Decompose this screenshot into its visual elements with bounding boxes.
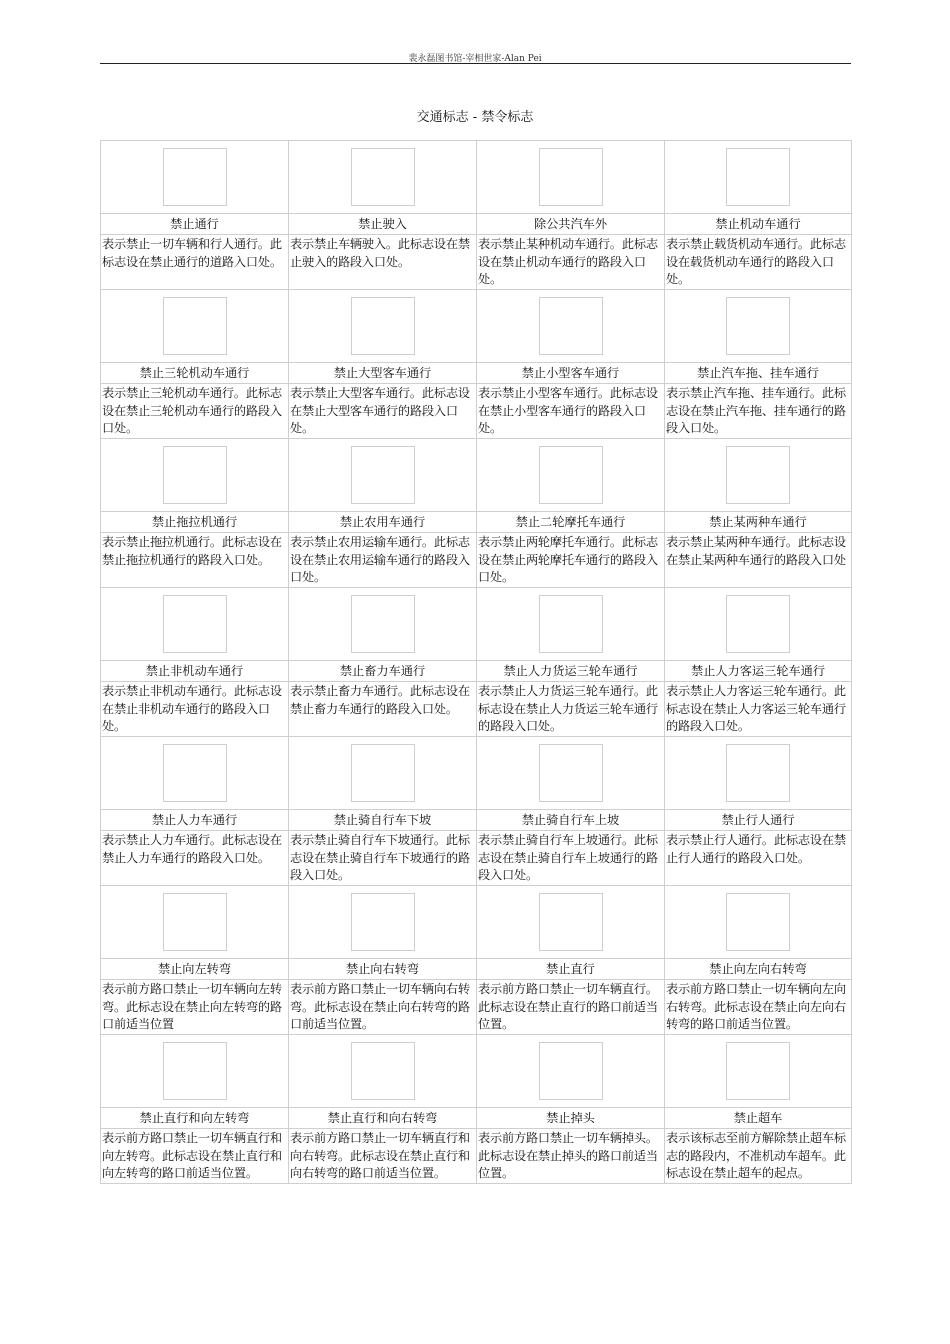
- sign-image-cell: [477, 737, 665, 810]
- sign-description: 表示禁止两轮摩托车通行。此标志设在禁止两轮摩托车通行的路段入口处。: [477, 533, 665, 588]
- sign-description: 表示禁止人力客运三轮车通行。此标志设在禁止人力客运三轮车通行的路段入口处。: [665, 682, 852, 737]
- sign-image-cell: [101, 737, 289, 810]
- sign-description: 表示禁止小型客车通行。此标志设在禁止小型客车通行的路段入口处。: [477, 384, 665, 439]
- sign-image-placeholder: [539, 297, 603, 355]
- sign-desc-row: [101, 1129, 852, 1184]
- document-title: 交通标志 - 禁令标志: [416, 110, 534, 125]
- sign-image-cell: [477, 290, 665, 363]
- sign-image-cell: [289, 886, 477, 959]
- sign-image-placeholder: [351, 297, 415, 355]
- sign-image-cell: [665, 588, 852, 661]
- sign-description: 表示禁止某两种车通行。此标志设在禁止某两种车通行的路段入口处: [665, 533, 852, 588]
- header-rule: [100, 63, 851, 64]
- sign-desc-row: [101, 384, 852, 439]
- sign-description: 表示禁止载货机动车通行。此标志设在载货机动车通行的路段入口处。: [665, 235, 852, 290]
- sign-image-cell: [289, 588, 477, 661]
- sign-name: 禁止拖拉机通行: [101, 512, 289, 533]
- sign-description: 表示禁止三轮机动车通行。此标志设在禁止三轮机动车通行的路段入口处。: [101, 384, 289, 439]
- sign-desc-row: [101, 980, 852, 1035]
- sign-image-row: [101, 439, 852, 512]
- sign-name: 禁止向右转弯: [289, 959, 477, 980]
- sign-description: 表示禁止一切车辆和行人通行。此标志设在禁止通行的道路入口处。: [101, 235, 289, 290]
- sign-image-placeholder: [726, 744, 790, 802]
- sign-name-row: [101, 363, 852, 384]
- sign-name: 禁止人力客运三轮车通行: [665, 661, 852, 682]
- sign-description: 表示禁止某种机动车通行。此标志设在禁止机动车通行的路段入口处。: [477, 235, 665, 290]
- sign-image-row: [101, 1035, 852, 1108]
- sign-name: 禁止向左转弯: [101, 959, 289, 980]
- sign-description: 表示禁止畜力车通行。此标志设在禁止畜力车通行的路段入口处。: [289, 682, 477, 737]
- sign-image-placeholder: [163, 595, 227, 653]
- signs-table-body: [101, 141, 852, 1184]
- sign-image-placeholder: [163, 297, 227, 355]
- sign-image-placeholder: [163, 148, 227, 206]
- sign-name-row: [101, 512, 852, 533]
- sign-image-cell: [289, 290, 477, 363]
- sign-image-placeholder: [726, 595, 790, 653]
- sign-description: 表示禁止非机动车通行。此标志设在禁止非机动车通行的路段入口处。: [101, 682, 289, 737]
- sign-desc-row: [101, 831, 852, 886]
- sign-image-placeholder: [351, 893, 415, 951]
- sign-image-cell: [289, 1035, 477, 1108]
- sign-description: 表示前方路口禁止一切车辆直行和向左转弯。此标志设在禁止直行和向左转弯的路口前适当位置。: [101, 1129, 289, 1184]
- sign-image-placeholder: [163, 744, 227, 802]
- sign-name: 禁止掉头: [477, 1108, 665, 1129]
- sign-image-cell: [477, 141, 665, 214]
- sign-image-cell: [477, 439, 665, 512]
- sign-image-row: [101, 588, 852, 661]
- sign-image-cell: [665, 737, 852, 810]
- sign-image-cell: [477, 886, 665, 959]
- sign-description: 表示前方路口禁止一切车辆直行和向右转弯。此标志设在禁止直行和向右转弯的路口前适当位置。: [289, 1129, 477, 1184]
- sign-description: 表示禁止车辆驶入。此标志设在禁止驶入的路段入口处。: [289, 235, 477, 290]
- sign-image-placeholder: [163, 446, 227, 504]
- sign-image-placeholder: [351, 595, 415, 653]
- sign-image-cell: [101, 886, 289, 959]
- sign-image-row: [101, 141, 852, 214]
- sign-image-placeholder: [351, 744, 415, 802]
- sign-image-cell: [665, 1035, 852, 1108]
- sign-name: 禁止直行和向右转弯: [289, 1108, 477, 1129]
- sign-image-placeholder: [163, 1042, 227, 1100]
- sign-image-placeholder: [539, 148, 603, 206]
- sign-description: 表示禁止骑自行车下坡通行。此标志设在禁止骑自行车下坡通行的路段入口处。: [289, 831, 477, 886]
- sign-image-cell: [101, 1035, 289, 1108]
- sign-name: 禁止汽车拖、挂车通行: [665, 363, 852, 384]
- sign-description: 表示禁止农用运输车通行。此标志设在禁止农用运输车通行的路段入口处。: [289, 533, 477, 588]
- sign-image-placeholder: [351, 148, 415, 206]
- sign-image-cell: [665, 886, 852, 959]
- sign-image-cell: [101, 290, 289, 363]
- sign-image-placeholder: [726, 893, 790, 951]
- sign-description: 表示禁止拖拉机通行。此标志设在禁止拖拉机通行的路段入口处。: [101, 533, 289, 588]
- sign-image-row: [101, 290, 852, 363]
- sign-name: 禁止超车: [665, 1108, 852, 1129]
- sign-name: 禁止农用车通行: [289, 512, 477, 533]
- sign-name: 禁止某两种车通行: [665, 512, 852, 533]
- sign-image-cell: [477, 588, 665, 661]
- sign-name: 禁止畜力车通行: [289, 661, 477, 682]
- sign-name-row: [101, 1108, 852, 1129]
- sign-description: 表示禁止骑自行车上坡通行。此标志设在禁止骑自行车上坡通行的路段入口处。: [477, 831, 665, 886]
- sign-name: 禁止直行: [477, 959, 665, 980]
- sign-name: 禁止直行和向左转弯: [101, 1108, 289, 1129]
- sign-description: 表示前方路口禁止一切车辆向左转弯。此标志设在禁止向左转弯的路口前适当位置: [101, 980, 289, 1035]
- sign-name: 禁止人力车通行: [101, 810, 289, 831]
- sign-description: 表示禁止大型客车通行。此标志设在禁止大型客车通行的路段入口处。: [289, 384, 477, 439]
- sign-image-cell: [101, 439, 289, 512]
- sign-name: 禁止机动车通行: [665, 214, 852, 235]
- sign-description: 表示禁止人力货运三轮车通行。此标志设在禁止人力货运三轮车通行的路段入口处。: [477, 682, 665, 737]
- sign-description: 表示禁止行人通行。此标志设在禁止行人通行的路段入口处。: [665, 831, 852, 886]
- sign-image-placeholder: [539, 595, 603, 653]
- sign-image-cell: [289, 737, 477, 810]
- sign-description: 表示禁止汽车拖、挂车通行。此标志设在禁止汽车拖、挂车通行的路段入口处。: [665, 384, 852, 439]
- sign-name: 禁止向左向右转弯: [665, 959, 852, 980]
- sign-description: 表示前方路口禁止一切车辆直行。此标志设在禁止直行的路口前适当位置。: [477, 980, 665, 1035]
- sign-image-placeholder: [726, 297, 790, 355]
- sign-name: 禁止骑自行车下坡: [289, 810, 477, 831]
- sign-description: 表示前方路口禁止一切车辆向右转弯。此标志设在禁止向右转弯的路口前适当位置。: [289, 980, 477, 1035]
- sign-desc-row: [101, 235, 852, 290]
- sign-image-placeholder: [539, 1042, 603, 1100]
- sign-name: 禁止非机动车通行: [101, 661, 289, 682]
- sign-name-row: [101, 810, 852, 831]
- sign-name-row: [101, 214, 852, 235]
- sign-image-placeholder: [351, 1042, 415, 1100]
- sign-name: 禁止行人通行: [665, 810, 852, 831]
- sign-image-placeholder: [726, 446, 790, 504]
- sign-name: 禁止二轮摩托车通行: [477, 512, 665, 533]
- sign-image-placeholder: [163, 893, 227, 951]
- sign-image-cell: [289, 141, 477, 214]
- sign-image-row: [101, 886, 852, 959]
- sign-name: 禁止小型客车通行: [477, 363, 665, 384]
- sign-image-placeholder: [539, 744, 603, 802]
- sign-image-row: [101, 737, 852, 810]
- sign-name: 除公共汽车外: [477, 214, 665, 235]
- sign-name: 禁止驶入: [289, 214, 477, 235]
- sign-image-cell: [477, 1035, 665, 1108]
- sign-image-placeholder: [351, 446, 415, 504]
- signs-table: [100, 140, 852, 1184]
- sign-name: 禁止骑自行车上坡: [477, 810, 665, 831]
- sign-desc-row: [101, 533, 852, 588]
- sign-image-placeholder: [726, 148, 790, 206]
- sign-image-cell: [665, 290, 852, 363]
- sign-desc-row: [101, 682, 852, 737]
- sign-image-placeholder: [539, 893, 603, 951]
- sign-image-cell: [101, 141, 289, 214]
- sign-name: 禁止三轮机动车通行: [101, 363, 289, 384]
- page-header: 裴永磊图书馆-宰相世家-Alan Pei: [408, 54, 542, 64]
- sign-description: 表示禁止人力车通行。此标志设在禁止人力车通行的路段入口处。: [101, 831, 289, 886]
- sign-image-cell: [101, 588, 289, 661]
- sign-description: 表示该标志至前方解除禁止超车标志的路段内，不准机动车超车。此标志设在禁止超车的起点。: [665, 1129, 852, 1184]
- sign-description: 表示前方路口禁止一切车辆掉头。此标志设在禁止掉头的路口前适当位置。: [477, 1129, 665, 1184]
- sign-name: 禁止人力货运三轮车通行: [477, 661, 665, 682]
- sign-image-cell: [665, 439, 852, 512]
- sign-image-cell: [665, 141, 852, 214]
- sign-name: 禁止通行: [101, 214, 289, 235]
- sign-description: 表示前方路口禁止一切车辆向左向右转弯。此标志设在禁止向左向右转弯的路口前适当位置。: [665, 980, 852, 1035]
- sign-image-cell: [289, 439, 477, 512]
- sign-name-row: [101, 959, 852, 980]
- sign-image-placeholder: [726, 1042, 790, 1100]
- sign-name: 禁止大型客车通行: [289, 363, 477, 384]
- sign-image-placeholder: [539, 446, 603, 504]
- sign-name-row: [101, 661, 852, 682]
